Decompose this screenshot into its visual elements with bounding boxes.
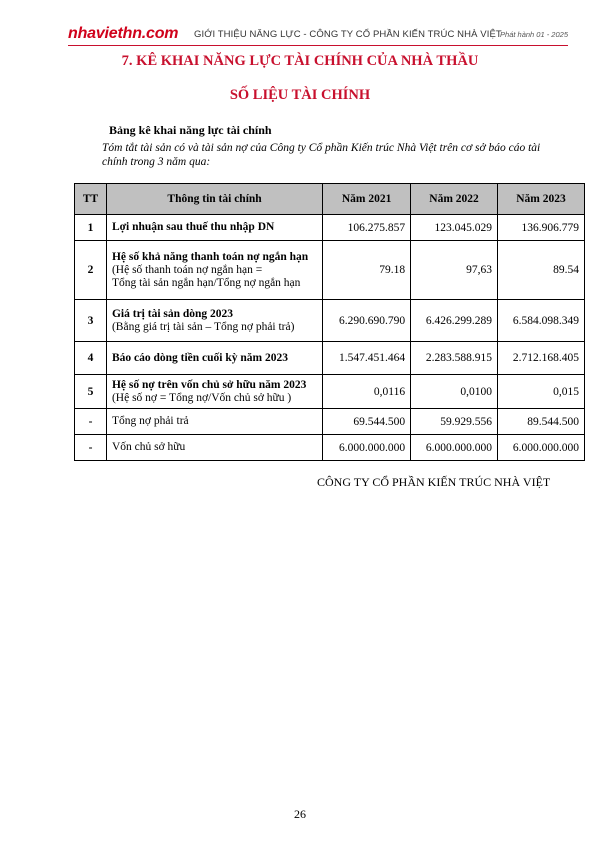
value-2021: 79.18: [323, 241, 411, 300]
row-number: -: [75, 435, 107, 461]
table-row: [75, 241, 585, 300]
row-title: Giá trị tài sản dòng 2023: [111, 307, 234, 320]
row-number: 5: [75, 375, 107, 409]
row-label: [106, 435, 322, 461]
row-note: Tổng nợ phải trả: [111, 415, 189, 427]
value-2023: 6.000.000.000: [498, 435, 585, 461]
table-header-row: [75, 184, 585, 215]
row-label: [106, 300, 322, 342]
row-note-2: Tổng tài sản ngắn hạn/Tổng nợ ngắn hạn: [111, 276, 301, 289]
value-2022: 6.000.000.000: [411, 435, 498, 461]
page-subtitle: SỐ LIỆU TÀI CHÍNH: [229, 87, 371, 103]
row-number: 2: [75, 241, 107, 300]
col-header-2023: Năm 2023: [498, 184, 585, 215]
value-2021: 6.000.000.000: [323, 435, 411, 461]
list-heading: Bảng kê khai năng lực tài chính: [109, 123, 272, 137]
value-2022: 2.283.588.915: [411, 342, 498, 375]
row-number: 1: [75, 215, 107, 241]
table-row: [75, 215, 585, 241]
value-2021: 106.275.857: [323, 215, 411, 241]
row-note: (Bằng giá trị tài sản – Tổng nợ phải trả): [111, 320, 295, 333]
row-title: Báo cáo dòng tiền cuối kỳ năm 2023: [111, 351, 289, 364]
value-2022: 6.426.299.289: [411, 300, 498, 342]
financial-table: [74, 183, 585, 461]
value-2023: 6.584.098.349: [498, 300, 585, 342]
page-number: 26: [294, 807, 306, 821]
value-2022: 0,0100: [411, 375, 498, 409]
table-row: [75, 409, 585, 435]
summary-text: Tóm tắt tài sản có và tài sản nợ của Công ty Cổ phần Kiến trúc Nhà Việt trên cơ sở báo cáo tài chính trong 3 năm qua:: [102, 142, 541, 168]
row-label: [106, 241, 322, 300]
col-header-tt: TT: [75, 184, 107, 215]
row-label: [106, 215, 322, 241]
table-row: [75, 300, 585, 342]
section-title: 7. KÊ KHAI NĂNG LỰC TÀI CHÍNH CỦA NHÀ THẦU: [121, 53, 479, 69]
header-tagline: GIỚI THIỆU NĂNG LỰC - CÔNG TY CỔ PHẦN KIẾN TRÚC NHÀ VIỆT: [194, 29, 502, 40]
issue-label: Phát hành 01 - 2025: [500, 30, 568, 39]
table-row: [75, 435, 585, 461]
row-label: [106, 375, 322, 409]
value-2023: 2.712.168.405: [498, 342, 585, 375]
row-number: 3: [75, 300, 107, 342]
row-title: Lợi nhuận sau thuế thu nhập DN: [111, 221, 275, 233]
row-note: (Hệ số thanh toán nợ ngắn hạn =: [111, 263, 263, 276]
value-2021: 1.547.451.464: [323, 342, 411, 375]
col-header-info: Thông tin tài chính: [106, 184, 322, 215]
site-logo[interactable]: nhaviethn.com: [68, 25, 179, 42]
row-number: 4: [75, 342, 107, 375]
row-number: -: [75, 409, 107, 435]
value-2023: 136.906.779: [498, 215, 585, 241]
col-header-2021: Năm 2021: [323, 184, 411, 215]
value-2021: 0,0116: [323, 375, 411, 409]
value-2022: 59.929.556: [411, 409, 498, 435]
value-2021: 6.290.690.790: [323, 300, 411, 342]
col-header-2022: Năm 2022: [411, 184, 498, 215]
value-2022: 97,63: [411, 241, 498, 300]
row-label: [106, 409, 322, 435]
row-label: [106, 342, 322, 375]
row-title: Hệ số khả năng thanh toán nợ ngắn hạn: [111, 250, 309, 263]
value-2023: 0,015: [498, 375, 585, 409]
value-2022: 123.045.029: [411, 215, 498, 241]
value-2023: 89.544.500: [498, 409, 585, 435]
page-header: [68, 27, 568, 46]
table-row: [75, 375, 585, 409]
row-note: Vốn chủ sở hữu: [111, 441, 186, 453]
company-signature: CÔNG TY CỔ PHẦN KIẾN TRÚC NHÀ VIỆT: [317, 475, 551, 489]
value-2023: 89.54: [498, 241, 585, 300]
table-row: [75, 342, 585, 375]
row-note: (Hệ số nợ = Tổng nợ/Vốn chủ sở hữu ): [111, 391, 292, 404]
row-title: Hệ số nợ trên vốn chủ sở hữu năm 2023: [111, 378, 307, 391]
value-2021: 69.544.500: [323, 409, 411, 435]
